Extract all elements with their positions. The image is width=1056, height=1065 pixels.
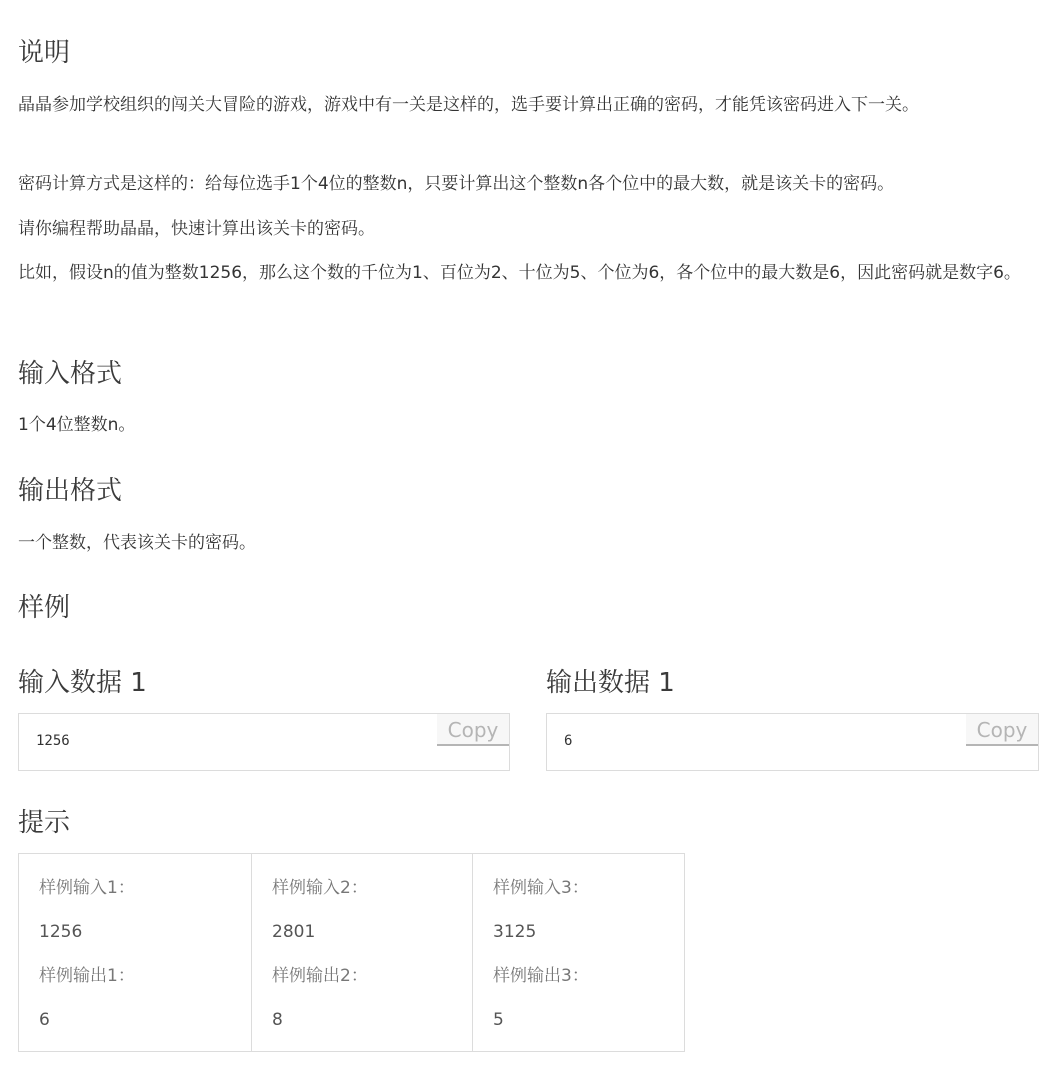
sample-input-box [18,713,510,771]
output-format-title: 输出格式 [18,476,123,506]
hint-column-1 [19,854,252,1052]
input-format-title: 输入格式 [18,359,123,389]
copy-output-button[interactable]: Copy [966,714,1038,746]
hint-input-label: 样例输入2： [272,878,368,898]
output-format-text: 一个整数，代表该关卡的密码。 [18,533,256,553]
description-paragraph-4: 比如，假设n的值为整数1256，那么这个数的千位为1、百位为2、十位为5、个位为6，各个位中的最大数是6，因此密码就是数字6。 [18,263,1021,283]
hint-table [18,853,685,1052]
hint-title: 提示 [18,808,71,838]
hint-output-value: 6 [39,1010,50,1030]
sample-output-box [546,713,1039,771]
sample-input-title: 输入数据 1 [18,668,147,698]
sample-output-title: 输出数据 1 [546,668,675,698]
hint-column-2 [252,854,473,1052]
hint-input-value: 1256 [39,922,83,942]
input-format-text: 1个4位整数n。 [18,415,136,435]
description-paragraph-3: 请你编程帮助晶晶，快速计算出该关卡的密码。 [18,219,375,239]
copy-input-button[interactable]: Copy [437,714,509,746]
hint-input-value: 2801 [272,922,316,942]
description-paragraph-1: 晶晶参加学校组织的闯关大冒险的游戏，游戏中有一关是这样的，选手要计算出正确的密码，才能凭该密码进入下一关。 [18,95,919,115]
hint-output-label: 样例输出1： [39,966,135,986]
hint-output-label: 样例输出2： [272,966,368,986]
hint-output-label: 样例输出3： [493,966,589,986]
description-title: 说明 [18,38,71,68]
hint-column-3 [473,854,685,1052]
sample-output-value: 6 [564,733,573,749]
hint-output-value: 5 [493,1010,504,1030]
hint-input-label: 样例输入3： [493,878,589,898]
sample-input-value: 1256 [36,733,70,749]
hint-input-label: 样例输入1： [39,878,135,898]
hint-output-value: 8 [272,1010,283,1030]
samples-title: 样例 [18,593,71,623]
description-paragraph-2: 密码计算方式是这样的：给每位选手1个4位的整数n，只要计算出这个整数n各个位中的最大数，就是该关卡的密码。 [18,174,895,194]
hint-input-value: 3125 [493,922,537,942]
